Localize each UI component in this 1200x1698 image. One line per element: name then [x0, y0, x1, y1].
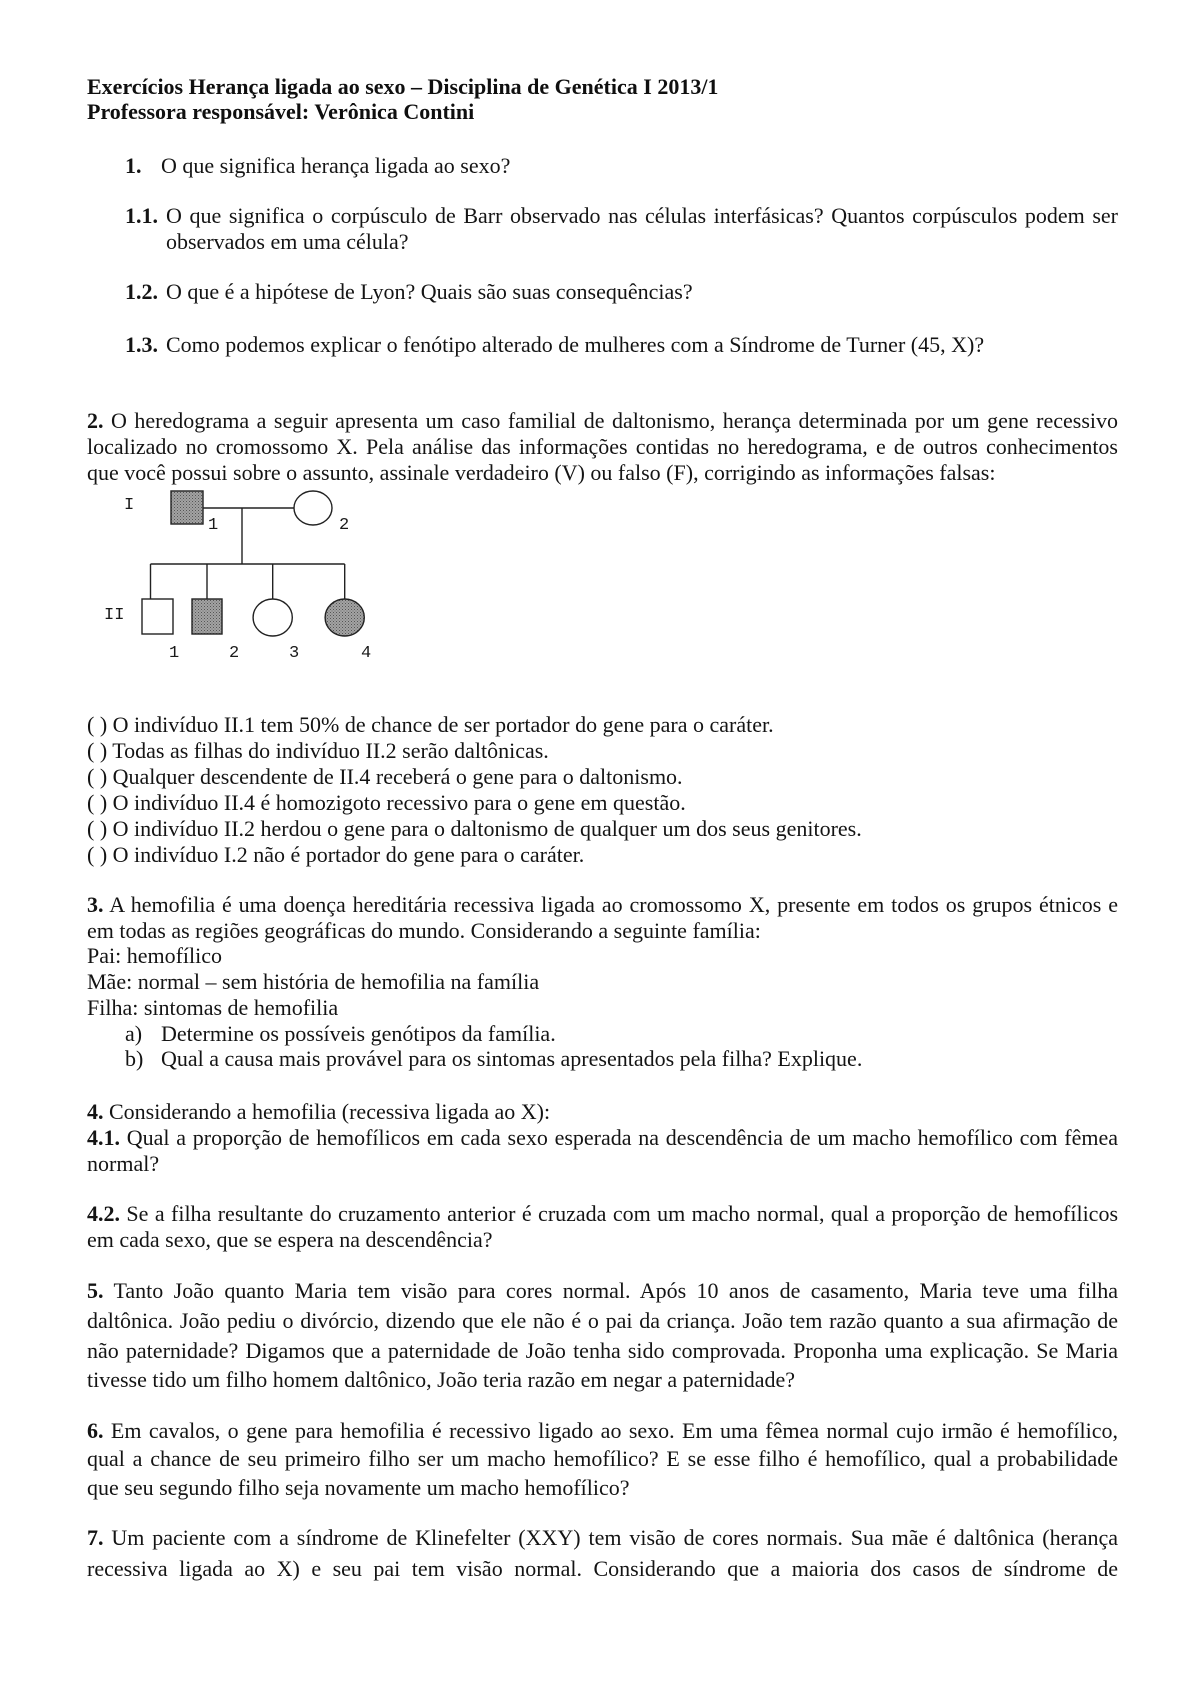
option-item: ( ) Qualquer descendente de II.4 receberá o gene para o daltonismo. — [87, 764, 683, 789]
individual-number: 2 — [339, 516, 350, 535]
option-item: ( ) O indivíduo I.2 não é portador do gene para o caráter. — [87, 842, 585, 867]
individual-number: 4 — [361, 644, 372, 663]
sub-question-text: Qual a causa mais provável para os sintomas apresentados pela filha? Explique. — [161, 1046, 863, 1072]
question-number: 4. — [87, 1099, 104, 1124]
document-title: Exercícios Herança ligada ao sexo – Disciplina de Genética I 2013/1 — [87, 74, 719, 99]
text-line: recessiva ligada ao X) e seu pai tem visão normal. Considerando que a maioria dos casos de síndrome de — [87, 1555, 1118, 1581]
question-3 — [87, 892, 1118, 1072]
family-member: Filha: sintomas de hemofilia — [87, 994, 339, 1020]
question-number: 4.2. — [87, 1201, 120, 1226]
individual-II-1-symbol — [142, 599, 173, 634]
option-item: ( ) O indivíduo II.4 é homozigoto recessivo para o gene em questão. — [87, 790, 686, 815]
question-number: 4.1. — [87, 1125, 120, 1151]
question-number: 1.2. — [125, 279, 158, 304]
sub-question-label: b) — [125, 1046, 144, 1072]
option-item: ( ) O indivíduo II.2 herdou o gene para o daltonismo de qualquer um dos seus genitores. — [87, 816, 862, 841]
text-line: O que significa o corpúsculo de Barr observado nas células interfásicas? Quantos corpúsculos podem ser — [166, 203, 1118, 228]
text-line: observados em uma célula? — [166, 228, 409, 254]
text-line — [87, 408, 1118, 434]
option-item: ( ) Todas as filhas do indivíduo II.2 serão daltônicas. — [87, 738, 549, 763]
sub-question-text: Determine os possíveis genótipos da família. — [161, 1020, 556, 1046]
question-4-2 — [87, 1201, 1118, 1253]
question-text: O heredograma a seguir apresenta um caso familial de daltonismo, herança determinada por um gene recessivo — [110, 408, 1119, 433]
sub-question — [87, 1021, 1118, 1047]
generation-label-I: I — [124, 496, 135, 515]
text-line: daltônica. João pediu o divórcio, dizendo que ele não é o pai da criança. João tem razão quanto a sua afirmação de — [87, 1307, 1118, 1333]
question-number: 6. — [87, 1418, 104, 1443]
individual-I-1-symbol — [171, 491, 203, 524]
text-line — [87, 1099, 1118, 1125]
question-number: 1.3. — [125, 332, 158, 357]
question-text: A hemofilia é uma doença hereditária recessiva ligada ao cromossomo X, presente em todos os grupos étnicos e — [109, 892, 1118, 917]
generation-label-II: II — [104, 606, 125, 625]
question-text: O que é a hipótese de Lyon? Quais são suas consequências? — [166, 279, 693, 304]
text-line: em todas as regiões geográficas do mundo. Considerando a seguinte família: — [87, 917, 761, 943]
question-text — [166, 203, 1118, 255]
text-line: tivesse tido um filho homem daltônico, João teria razão em negar a paternidade? — [87, 1367, 796, 1393]
question-number: 7. — [87, 1525, 104, 1550]
sub-question-label: a) — [125, 1020, 143, 1046]
text-line — [87, 1417, 1118, 1445]
question-7 — [87, 1523, 1118, 1584]
true-false-options — [87, 712, 1118, 868]
individual-II-4-symbol — [325, 599, 364, 636]
question-2 — [87, 408, 1118, 485]
text-line — [87, 1125, 1118, 1151]
question-1-1 — [0, 203, 1200, 255]
question-text: Em cavalos, o gene para hemofilia é recessivo ligado ao sexo. Em uma fêmea normal cujo irmão é hemofílico, — [110, 1418, 1118, 1443]
individual-II-2-symbol — [192, 599, 222, 634]
text-line: normal? — [87, 1151, 160, 1177]
question-1-3 — [0, 332, 1200, 358]
individual-number: 3 — [289, 644, 300, 663]
question-6 — [87, 1417, 1118, 1502]
question-text: Se a filha resultante do cruzamento anterior é cruzada com um macho normal, qual a proporção de hemofílicos — [126, 1201, 1119, 1226]
text-line — [87, 892, 1118, 918]
question-5 — [87, 1276, 1118, 1395]
question-number: 1.1. — [125, 203, 158, 228]
individual-II-3-symbol — [253, 599, 292, 636]
question-text: Considerando a hemofilia (recessiva ligada ao X): — [109, 1099, 551, 1124]
individual-number: 2 — [229, 644, 240, 663]
pedigree-chart — [90, 480, 390, 670]
question-number: 1. — [125, 153, 142, 178]
question-number: 2. — [87, 408, 104, 433]
text-line: não paternidade? Digamos que a paternidade de João tenha sido comprovada. Proponha uma explicação. Se Maria — [87, 1337, 1118, 1363]
option-item: ( ) O indivíduo II.1 tem 50% de chance de ser portador do gene para o caráter. — [87, 712, 774, 737]
text-line — [87, 1201, 1118, 1227]
question-text: O que significa herança ligada ao sexo? — [161, 153, 511, 178]
text-line: que você possui sobre o assunto, assinale verdadeiro (V) ou falso (F), corrigindo as informações falsas: — [87, 459, 996, 485]
text-line: que seu segundo filho seja novamente um macho hemofílico? — [87, 1474, 630, 1500]
question-text: Tanto João quanto Maria tem visão para cores normal. Após 10 anos de casamento, Maria teve uma filha — [113, 1278, 1118, 1303]
question-1 — [0, 153, 1200, 179]
question-4 — [87, 1099, 1118, 1178]
text-line: localizado no cromossomo X. Pela análise das informações contidas no heredograma, e de outros conhecimentos — [87, 433, 1118, 459]
individual-I-2-symbol — [294, 491, 332, 525]
individual-number: 1 — [169, 644, 180, 663]
individual-number: 1 — [208, 516, 219, 535]
text-line: qual a chance de seu primeiro filho ser um macho hemofílico? E se esse filho é hemofílico, qual a probabilidade — [87, 1446, 1118, 1472]
document-header — [87, 74, 1118, 124]
question-text: Como podemos explicar o fenótipo alterado de mulheres com a Síndrome de Turner (45, X)? — [166, 332, 985, 357]
question-text: Um paciente com a síndrome de Klinefelter (XXY) tem visão de cores normais. Sua mãe é daltônica (herança — [111, 1525, 1119, 1550]
question-number: 3. — [87, 892, 104, 917]
professor-line: Professora responsável: Verônica Contini — [87, 99, 475, 124]
text-line: em cada sexo, que se espera na descendência? — [87, 1227, 493, 1253]
question-number: 5. — [87, 1278, 104, 1303]
sub-question — [87, 1046, 1118, 1072]
question-1-2 — [0, 279, 1200, 305]
family-member: Pai: hemofílico — [87, 943, 223, 969]
text-line — [87, 1523, 1118, 1554]
question-text: Qual a proporção de hemofílicos em cada sexo esperada na descendência de um macho hemofílico com fêmea — [126, 1125, 1118, 1151]
text-line — [87, 1276, 1118, 1306]
family-member: Mãe: normal – sem história de hemofilia na família — [87, 969, 540, 995]
